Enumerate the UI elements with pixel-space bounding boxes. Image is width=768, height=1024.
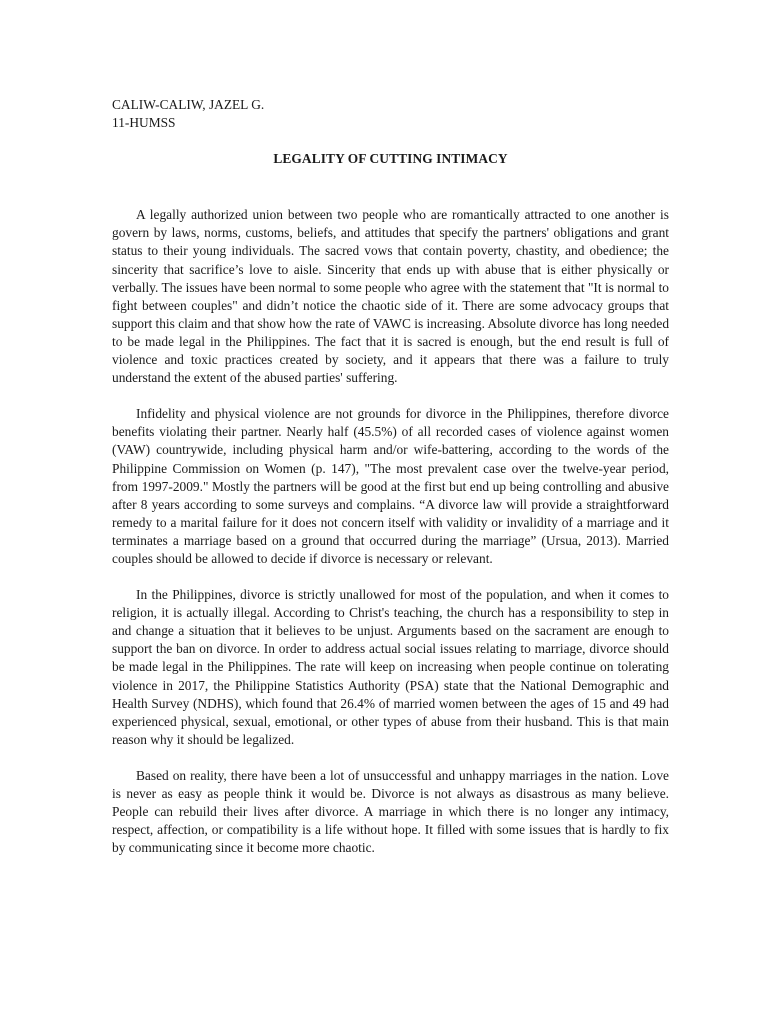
document-body bbox=[112, 96, 669, 875]
paragraph-3: In the Philippines, divorce is strictly unallowed for most of the population, and when it comes to religion, it is actually illegal. According to Christ's teaching, the church has a responsibility to step in and change a situation that it believes to be unjust. Arguments based on the sacrament are enough to support the ban on divorce. In order to address actual social issues relating to marriage, divorce should be made legal in the Philippines. The rate will keep on increasing when people continue on tolerating violence in 2017, the Philippine Statistics Authority (PSA) state that the National Demographic and Health Survey (NDHS), which found that 26.4% of married women between the ages of 15 and 49 had experienced physical, sexual, emotional, or other types of abuse from their husband. This is that main reason why it should be legalized. bbox=[112, 587, 669, 747]
document-title: LEGALITY OF CUTTING INTIMACY bbox=[273, 151, 508, 167]
author-section: 11-HUMSS bbox=[112, 115, 176, 131]
paragraph-4: Based on reality, there have been a lot of unsuccessful and unhappy marriages in the nation. Love is never as easy as people think it would be. Divorce is not always as disastrous as many believe. People can rebuild their lives after divorce. A marriage in which there is no longer any intimacy, respect, affection, or compatibility is a life without hope. It filled with some issues that is hardly to fix by communicating since it become more chaotic. bbox=[112, 767, 669, 856]
paragraph-1: A legally authorized union between two people who are romantically attracted to one another is govern by laws, norms, customs, beliefs, and attitudes that specify the partners' obligations and grant status to their young individuals. The sacred vows that contain poverty, chastity, and obedience; the sincerity that sacrifice’s love to aisle. Sincerity that ends up with abuse that is either physically or verbally. The issues have been normal to some people who agree with the statement that "It is normal to fight between couples" and didn’t notice the chaotic side of it. There are some advocacy groups that support this claim and that show how the rate of VAWC is increasing. Absolute divorce has long needed to be made legal in the Philippines. The fact that it is sacred is enough, but the end result is full of violence and toxic practices created by society, and it appears that there was a failure to truly understand the extent of the abused parties' suffering. bbox=[112, 207, 670, 386]
author-name: CALIW-CALIW, JAZEL G. bbox=[112, 97, 265, 112]
paragraph-2: Infidelity and physical violence are not grounds for divorce in the Philippines, therefore divorce benefits violating their partner. Nearly half (45.5%) of all recorded cases of violence against women (VAW) countrywide, including physical harm and/or wife-battering, according to the words of the Philippine Commission on Women (p. 147), "The most prevalent case over the twelve-year period, from 1997-2009." Mostly the partners will be good at the first but end up being controlling and abusive after 8 years according to some surveys and complains. “A divorce law will provide a straightforward remedy to a marital failure for it does not concern itself with validity or invalidity of a marriage and it terminates a marriage based on a ground that occurred during the marriage” (Ursua, 2013). Married couples should be allowed to decide if divorce is necessary or relevant. bbox=[112, 406, 669, 566]
